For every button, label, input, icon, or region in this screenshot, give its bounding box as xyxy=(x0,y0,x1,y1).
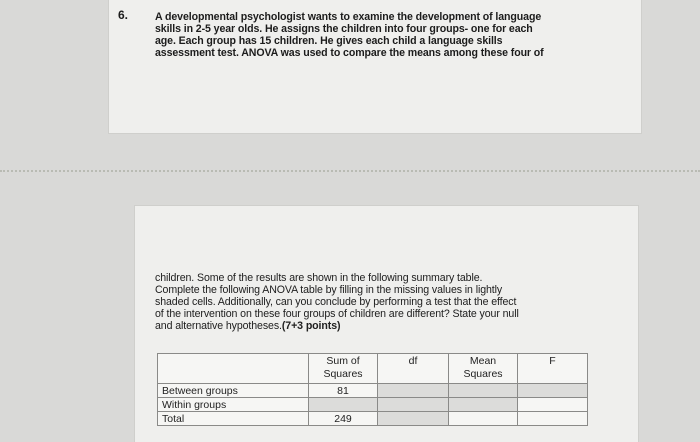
cell-df[interactable] xyxy=(378,384,449,398)
cell-df[interactable] xyxy=(378,412,449,426)
row-source: Between groups xyxy=(158,384,309,398)
text-line: assessment test. ANOVA was used to compare the means among these four of xyxy=(155,47,544,59)
cell-ss: 81 xyxy=(309,384,378,398)
row-source: Within groups xyxy=(158,398,309,412)
header-source xyxy=(158,354,309,384)
cell-ms[interactable] xyxy=(449,398,518,412)
text-line: shaded cells. Additionally, can you conclude by performing a test that the effect xyxy=(155,296,517,308)
question-text-top xyxy=(155,11,544,59)
cell-f[interactable] xyxy=(518,384,588,398)
text-line: skills in 2-5 year olds. He assigns the children into four groups- one for each xyxy=(155,23,533,35)
header-f: F xyxy=(518,354,588,384)
text-line: children. Some of the results are shown in the following summary table. xyxy=(155,272,483,284)
cell-ss: 249 xyxy=(309,412,378,426)
header-sum-of-squares: Sum of Squares xyxy=(309,354,378,384)
cell-ms[interactable] xyxy=(449,384,518,398)
anova-table xyxy=(157,353,588,426)
page-break-divider xyxy=(0,170,700,172)
text-line-part: and alternative hypotheses. xyxy=(155,320,282,332)
header-mean-squares: Mean Squares xyxy=(449,354,518,384)
header-df: df xyxy=(378,354,449,384)
cell-f xyxy=(518,412,588,426)
text-line: age. Each group has 15 children. He gives each child a language skills xyxy=(155,35,503,47)
cell-f xyxy=(518,398,588,412)
text-line xyxy=(155,320,519,332)
table-header-row xyxy=(158,354,588,384)
cell-ss[interactable] xyxy=(309,398,378,412)
text-line: A developmental psychologist wants to examine the development of language xyxy=(155,11,542,23)
cell-ms xyxy=(449,412,518,426)
cell-df[interactable] xyxy=(378,398,449,412)
text-line: of the intervention on these four groups of children are different? State your null xyxy=(155,308,519,320)
question-text-bottom xyxy=(155,272,519,332)
question-number: 6. xyxy=(118,8,129,22)
table-row xyxy=(158,398,588,412)
table-row xyxy=(158,412,588,426)
text-line: Complete the following ANOVA table by filling in the missing values in lightly xyxy=(155,284,503,296)
points-label: (7+3 points) xyxy=(281,320,341,332)
row-source: Total xyxy=(158,412,309,426)
table-row xyxy=(158,384,588,398)
